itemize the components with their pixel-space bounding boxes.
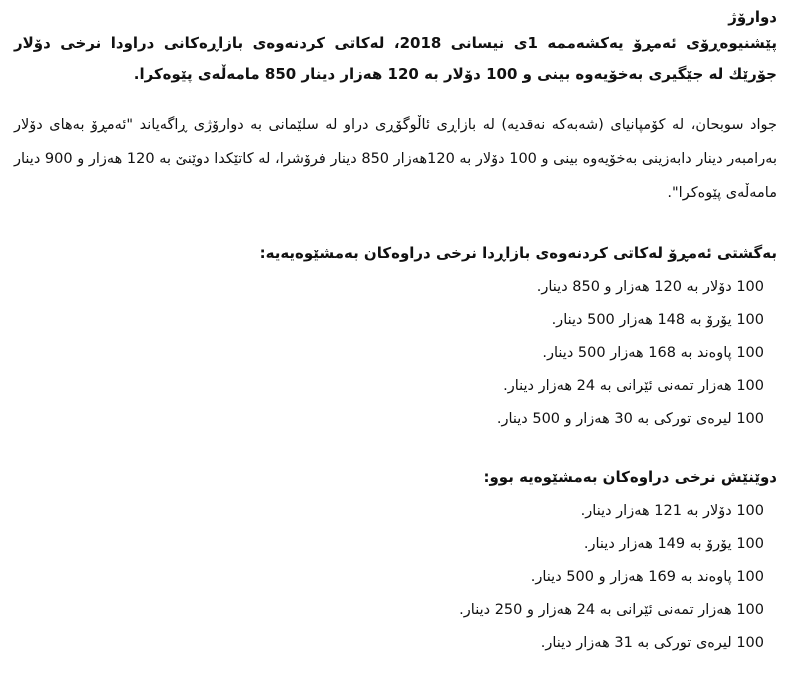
rate-item-gbp-yesterday: 100 پاوەند بە 169 هەزار و 500 دینار. [530, 569, 764, 585]
rate-item-irr-today: 100 هەزار تمەنی ئێرانی بە 24 هەزار دینار. [503, 378, 764, 394]
rate-item-try-yesterday: 100 لیرەی تورکی بە 31 هەزار دینار. [540, 635, 764, 651]
today-rates-list [14, 271, 777, 436]
yesterday-rates-list [14, 495, 777, 660]
quote-paragraph: جواد سوبحان، لە کۆمپانیای (شەبەکە نەقدیە) لە بازاڕی ئاڵوگۆڕی دراو لە سلێمانی بە دوارۆژی ڕاگەیاند "ئەمڕۆ بەهای دۆلار بەرامبەر دینار دابەزینی بەخۆیەوە بینی و 100 دۆلار بە 120هەزار 850 دینار فرۆشرا، لە کاتێکدا دوێنێ بە 120 هەزار و 900 دینار مامەڵەی پێوەکرا". [14, 117, 778, 201]
rate-item-usd-today: 100 دۆلار بە 120 هەزار و 850 دینار. [536, 279, 764, 295]
rate-item-usd-yesterday: 100 دۆلار بە 121 هەزار دینار. [580, 503, 764, 519]
article-source-title: دوارۆژ [728, 8, 777, 26]
yesterday-rates-heading: دوێنێش نرخی دراوەکان بەمشێوەیە بوو: [483, 468, 777, 486]
article-lead: پێشنیوەڕۆی ئەمڕۆ یەکشەممە 1ی نیسانی 2018، لەکاتی کردنەوەی بازاڕەکانی دراودا نرخی دۆلار جۆرێك لە جێگیری بەخۆیەوە بینی و 100 دۆلار بە 120 هەزار دینار 850 مامەڵەی پێوەکرا. [14, 34, 777, 83]
rate-item-gbp-today: 100 پاوەند بە 168 هەزار 500 دینار. [542, 345, 764, 361]
rate-item-eur-today: 100 یۆرۆ بە 148 هەزار 500 دینار. [551, 312, 764, 328]
today-rates-heading: بەگشتی ئەمڕۆ لەکاتی کردنەوەی بازاڕدا نرخی دراوەکان بەمشێوەیەیە: [259, 244, 777, 262]
rate-item-irr-yesterday: 100 هەزار تمەنی ئێرانی بە 24 هەزار و 250 دینار. [459, 602, 764, 618]
rate-item-try-today: 100 لیرەی تورکی بە 30 هەزار و 500 دینار. [496, 411, 764, 427]
rate-item-eur-yesterday: 100 یۆرۆ بە 149 هەزار دینار. [583, 536, 764, 552]
